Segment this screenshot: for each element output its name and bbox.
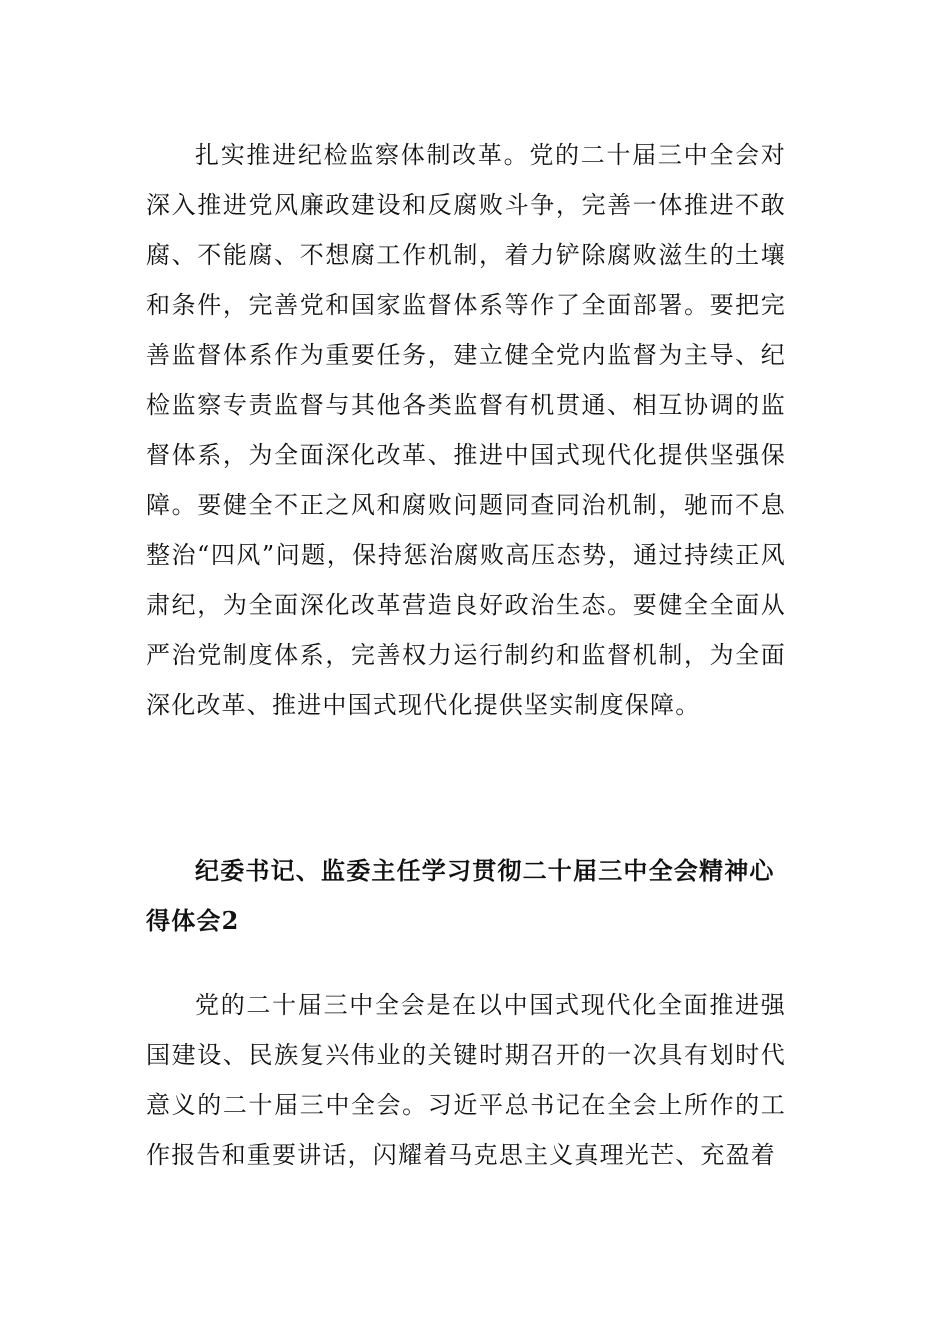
body-paragraph: 党的二十届三中全会是在以中国式现代化全面推进强国建设、民族复兴伟业的关键时期召开的一次具有划时代意义的二十届三中全会。习近平总书记在全会上所作的工作报告和重要讲话，闪耀着马克思主义真理光芒、充盈着 — [146, 991, 786, 1169]
body-paragraph: 扎实推进纪检监察体制改革。党的二十届三中全会对深入推进党风廉政建设和反腐败斗争，完善一体推进不敢腐、不能腐、不想腐工作机制，着力铲除腐败滋生的土壤和条件，完善党和国家监督体系等作了全面部署。要把完善监督体系作为重要任务，建立健全党内监督为主导、纪检监察专责监督与其他各类监督有机贯通、相互协调的监督体系，为全面深化改革、推进中国式现代化提供坚强保障。要健全不正之风和腐败问题同查同治机制，驰而不息整治“四风”问题，保持惩治腐败高压态势，通过持续正风肃纪，为全面深化改革营造良好政治生态。要健全全面从严治党制度体系，完善权力运行制约和监督机制，为全面深化改革、推进中国式现代化提供坚实制度保障。 — [146, 141, 786, 719]
section-heading: 纪委书记、监委主任学习贯彻二十届三中全会精神心得体会2 — [146, 856, 775, 935]
